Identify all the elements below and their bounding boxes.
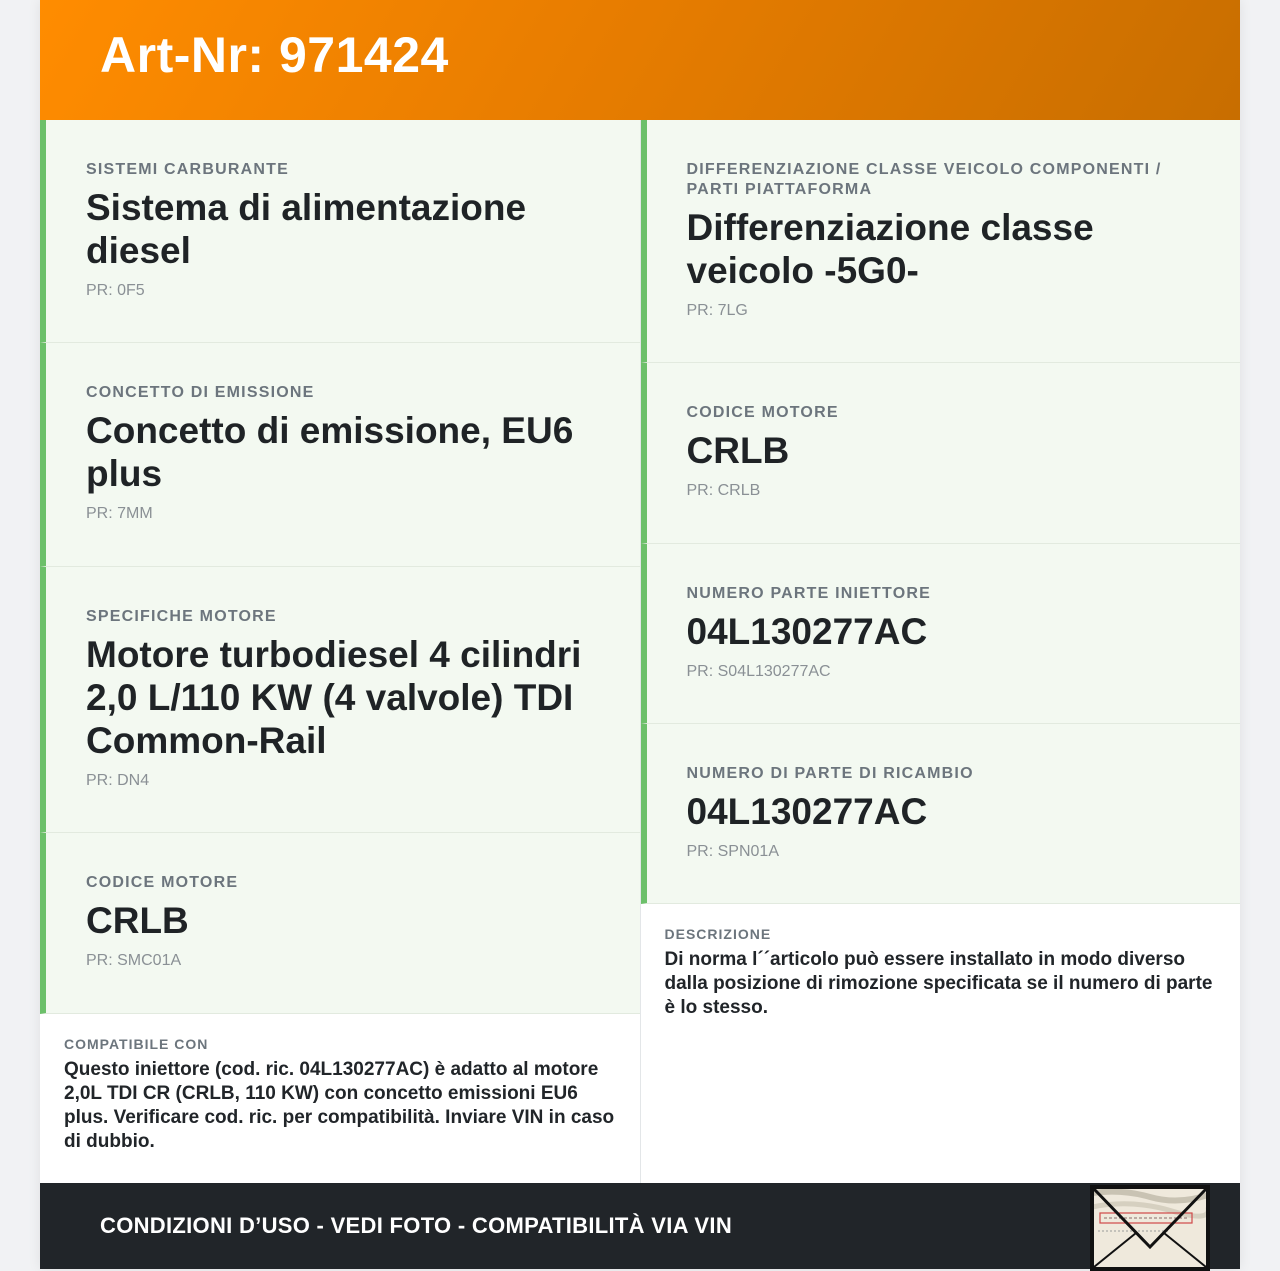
spec-value: Motore turbodiesel 4 cilindri 2,0 L/110 KW (4 valvole) TDI Common-Rail	[86, 634, 582, 761]
compatibility-label: COMPATIBILE CON	[64, 1036, 209, 1052]
spec-value: Differenziazione classe veicolo -5G0-	[686, 207, 1094, 291]
spec-label: SISTEMI CARBURANTE	[86, 161, 289, 178]
spec-card-vehicle-class	[641, 120, 1241, 363]
spec-label: CODICE MOTORE	[86, 874, 239, 891]
spec-card-engine-specs	[40, 567, 640, 833]
spec-pr-code: PR: 7LG	[686, 302, 748, 319]
spec-value: Sistema di alimentazione diesel	[86, 187, 527, 271]
spec-card-fuel-system	[40, 120, 640, 343]
spec-label: CONCETTO DI EMISSIONE	[86, 384, 315, 401]
spec-card-spare-part	[641, 724, 1241, 904]
spec-card-engine-code	[40, 833, 640, 1014]
description-note	[641, 904, 1241, 1183]
left-column	[40, 120, 641, 1183]
spec-value: 04L130277AC	[686, 611, 928, 652]
spec-label: NUMERO DI PARTE DI RICAMBIO	[686, 765, 974, 782]
spec-pr-code: PR: DN4	[86, 772, 150, 789]
compatibility-note	[40, 1014, 640, 1183]
spec-label: NUMERO PARTE INIETTORE	[686, 585, 931, 602]
spec-label: DIFFERENZIAZIONE CLASSE VEICOLO COMPONENTI / PARTI PIATTAFORMA	[686, 161, 1162, 198]
spec-pr-code: PR: SPN01A	[686, 843, 779, 860]
description-text: Di norma l´´articolo può essere installato in modo diverso dalla posizione di rimozione specificata se il numero di parte è lo stesso.	[664, 949, 1213, 1018]
spec-pr-code: PR: S04L130277AC	[686, 663, 831, 680]
spec-pr-code: PR: 7MM	[86, 505, 153, 522]
spec-label: CODICE MOTORE	[686, 404, 839, 421]
spec-card-injector-part	[641, 544, 1241, 724]
spec-pr-code: PR: 0F5	[86, 282, 145, 299]
spec-value: CRLB	[686, 430, 790, 471]
header	[40, 0, 1240, 120]
spec-value: 04L130277AC	[686, 791, 928, 832]
spec-value: CRLB	[86, 900, 189, 941]
description-label: DESCRIZIONE	[664, 926, 772, 942]
compatibility-text: Questo iniettore (cod. ric. 04L130277AC) è adatto al motore 2,0L TDI CR (CRLB, 110 KW) con concetto emissioni EU6 plus. Verificare cod. ric. per compatibilità. Inviare VIN in caso di dubbio.	[64, 1059, 615, 1152]
page	[40, 0, 1240, 1269]
spec-label: SPECIFICHE MOTORE	[86, 608, 277, 625]
right-column	[641, 120, 1241, 1183]
spec-value: Concetto di emissione, EU6 plus	[86, 410, 574, 494]
spec-pr-code: PR: CRLB	[686, 482, 761, 499]
spec-grid	[40, 120, 1240, 1183]
envelope-stamp-icon	[1090, 1185, 1210, 1271]
footer	[40, 1183, 1240, 1269]
spec-card-engine-code	[641, 363, 1241, 544]
footer-text: CONDIZIONI D’USO - VEDI FOTO - COMPATIBILITÀ VIA VIN	[100, 1213, 733, 1238]
page-title: Art-Nr: 971424	[100, 27, 449, 83]
spec-card-emission	[40, 343, 640, 567]
spec-pr-code: PR: SMC01A	[86, 952, 182, 969]
